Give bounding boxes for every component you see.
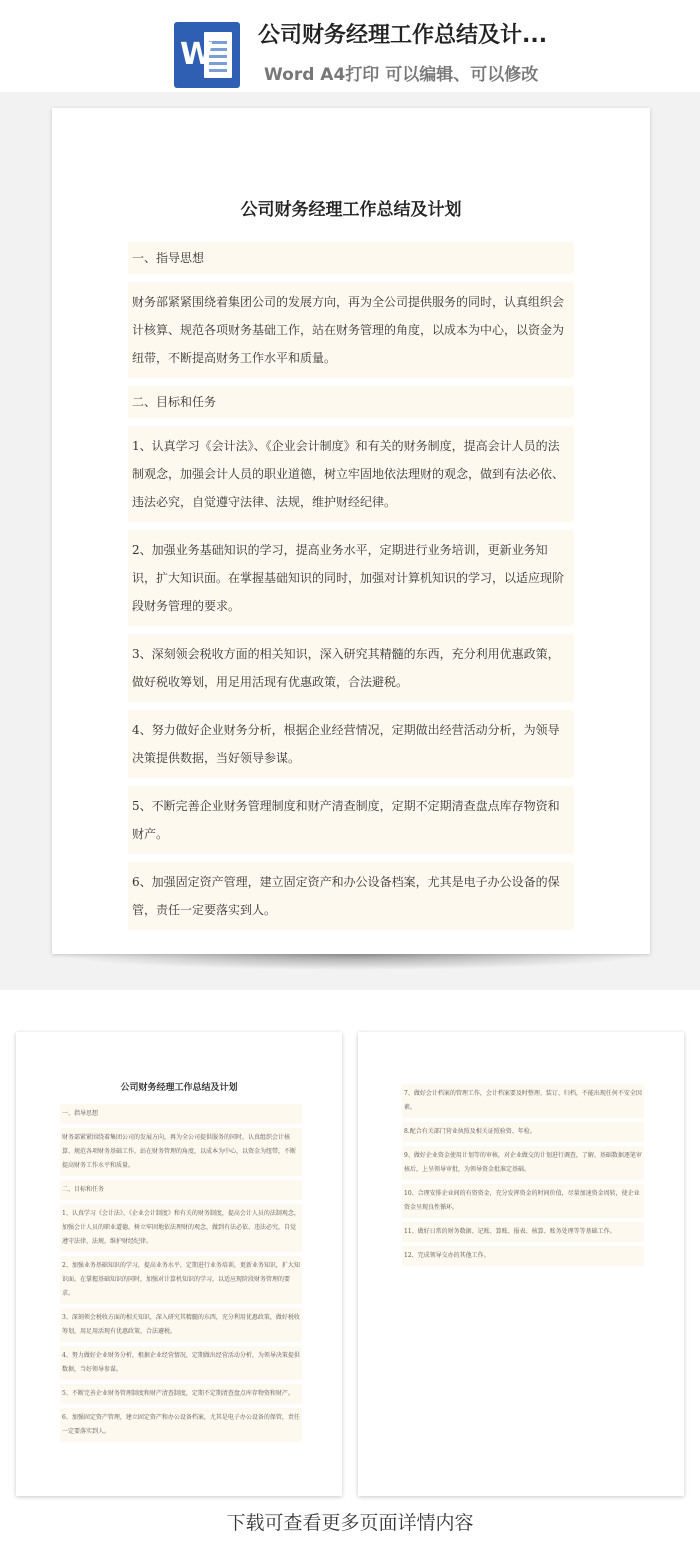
section-heading: 一、指导思想 (128, 242, 574, 274)
thumbnail-paragraph: 7、做好会计档案的管理工作，会计档案要及时整理、装订、归档，不能出现任何不安全因素。 (402, 1084, 644, 1118)
thumbnail-paragraph: 一、指导思想 (60, 1104, 302, 1124)
list-item: 3、深刻领会税收方面的相关知识，深入研究其精髓的东西，充分利用优惠政策，做好税收筹划，用足用活现有优惠政策，合法避税。 (128, 634, 574, 702)
document-page-preview (52, 108, 650, 954)
list-item: 6、加强固定资产管理，建立固定资产和办公设备档案，尤其是电子办公设备的保管，责任一定要落实到人。 (128, 862, 574, 930)
download-more-prompt[interactable]: 下载可查看更多页面详情内容 (226, 1512, 474, 1534)
thumbnail-paragraph: 财务部紧紧围绕着集团公司的发展方向，再为全公司提供服务的同时，认真组织会计核算、规范各项财务基础工作，站在财务管理的角度，以成本为中心，以资金为纽带，不断提高财务工作水平和质量。 (60, 1128, 302, 1176)
page-thumbnail-1[interactable] (16, 1032, 342, 1496)
page-thumbnail-2[interactable] (358, 1032, 684, 1496)
thumbnail-paragraph: 4、努力做好企业财务分析，根据企业经营情况，定期做出经营活动分析，为领导决策提供数据，当好领导参谋。 (60, 1346, 302, 1380)
thumbnail-paragraph: 12、完成领导交办的其他工作。 (402, 1246, 644, 1266)
paragraph: 财务部紧紧围绕着集团公司的发展方向，再为全公司提供服务的同时，认真组织会计核算、规范各项财务基础工作，站在财务管理的角度，以成本为中心，以资金为纽带，不断提高财务工作水平和质量。 (128, 282, 574, 378)
word-file-icon-letter: W (180, 37, 214, 72)
thumbnail-paragraph: 8.配合有关部门营业执照及相关证照验资、年检。 (402, 1122, 644, 1142)
word-file-icon (174, 22, 240, 88)
list-item: 4、努力做好企业财务分析，根据企业经营情况，定期做出经营活动分析，为领导决策提供数据，当好领导参谋。 (128, 710, 574, 778)
thumbnail-content (60, 1104, 302, 1446)
document-content (128, 242, 574, 938)
thumbnail-paragraph: 5、不断完善企业财务管理制度和财产清查制度，定期不定期清查盘点库存物资和财产。 (60, 1384, 302, 1404)
file-subtitle: Word A4打印 可以编辑、可以修改 (264, 65, 539, 85)
thumbnail-content (402, 1084, 644, 1270)
thumbnail-paragraph: 11、做好日常的财务数据、记账、算账、报表、核算、账务处理等等基础工作。 (402, 1222, 644, 1242)
file-title: 公司财务经理工作总结及计... (258, 23, 548, 48)
thumbnail-paragraph: 二、目标和任务 (60, 1180, 302, 1200)
list-item: 1、认真学习《会计法》、《企业会计制度》和有关的财务制度，提高会计人员的法制观念，加强会计人员的职业道德，树立牢固地依法理财的观念，做到有法必依、违法必究，自觉遵守法律、法规，维护财经纪律。 (128, 426, 574, 522)
list-item: 5、不断完善企业财务管理制度和财产清查制度，定期不定期清查盘点库存物资和财产。 (128, 786, 574, 854)
thumbnail-paragraph: 1、认真学习《会计法》、《企业会计制度》和有关的财务制度，提高会计人员的法制观念，加强会计人员的职业道德，树立牢固地依法理财的观念，做到有法必依、违法必究，自觉遵守法律、法规，维护财经纪律。 (60, 1204, 302, 1252)
thumbnail-title: 公司财务经理工作总结及计划 (120, 1083, 238, 1093)
thumbnail-paragraph: 2、加强业务基础知识的学习，提高业务水平，定期进行业务培训，更新业务知识，扩大知识面。在掌握基础知识的同时，加强对计算机知识的学习，以适应现阶段财务管理的要求。 (60, 1256, 302, 1304)
section-heading: 二、目标和任务 (128, 386, 574, 418)
thumbnail-paragraph: 3、深刻领会税收方面的相关知识，深入研究其精髓的东西，充分利用优惠政策，做好税收筹划，用足用活现有优惠政策，合法避税。 (60, 1308, 302, 1342)
list-item: 2、加强业务基础知识的学习，提高业务水平，定期进行业务培训，更新业务知识，扩大知识面。在掌握基础知识的同时，加强对计算机知识的学习，以适应现阶段财务管理的要求。 (128, 530, 574, 626)
thumbnail-paragraph: 10、合理安排企业间的有资资金，充分发挥资金的时间价值，尽量加速资金周转，使企业资金呈现良性循环。 (402, 1184, 644, 1218)
header (0, 0, 700, 100)
thumbnail-paragraph: 6、加强固定资产管理，建立固定资产和办公设备档案，尤其是电子办公设备的保管，责任一定要落实到人。 (60, 1408, 302, 1442)
thumbnail-paragraph: 9、做好企业资金使用计划等的审核，对企业做交的计划进行调查，了解、基础数据逐笔审核后，上呈领导审批，为领导资金批准定基础。 (402, 1146, 644, 1180)
document-title: 公司财务经理工作总结及计划 (240, 200, 462, 220)
